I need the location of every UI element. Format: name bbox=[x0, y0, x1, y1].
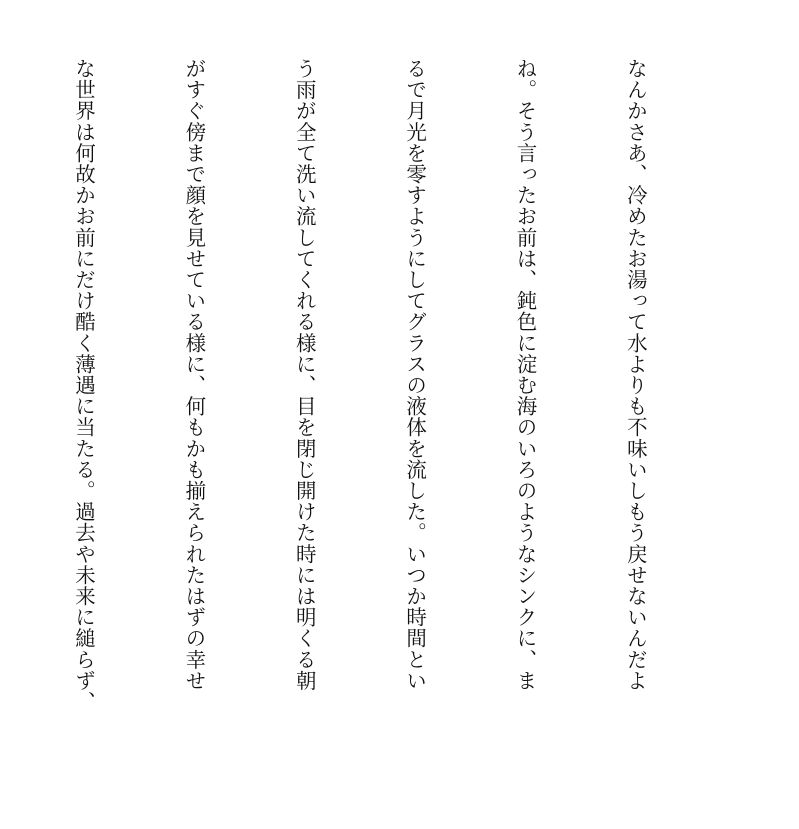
text-column: がすぐ傍まで顔を見せている様に、何もかも揃えられたはずの幸せ bbox=[181, 58, 206, 691]
text-column: な世界は何故かお前にだけ酷く薄遇に当たる。過去や未来に縋らず、 bbox=[71, 58, 96, 713]
text-column: なんかさあ、冷めたお湯って水よりも不味いしもう戻せないんだよ bbox=[623, 58, 648, 691]
text-column: ね。そう言ったお前は、鈍色に淀む海のいろのようなシンクに、ま bbox=[513, 58, 538, 691]
text-column: う雨が全て洗い流してくれる様に、目を閉じ開けた時には明くる朝 bbox=[292, 58, 317, 691]
text-column: るで月光を零すようにしてグラスの液体を流した。いつか時間とい bbox=[402, 58, 427, 691]
vertical-text-block bbox=[0, 58, 727, 758]
